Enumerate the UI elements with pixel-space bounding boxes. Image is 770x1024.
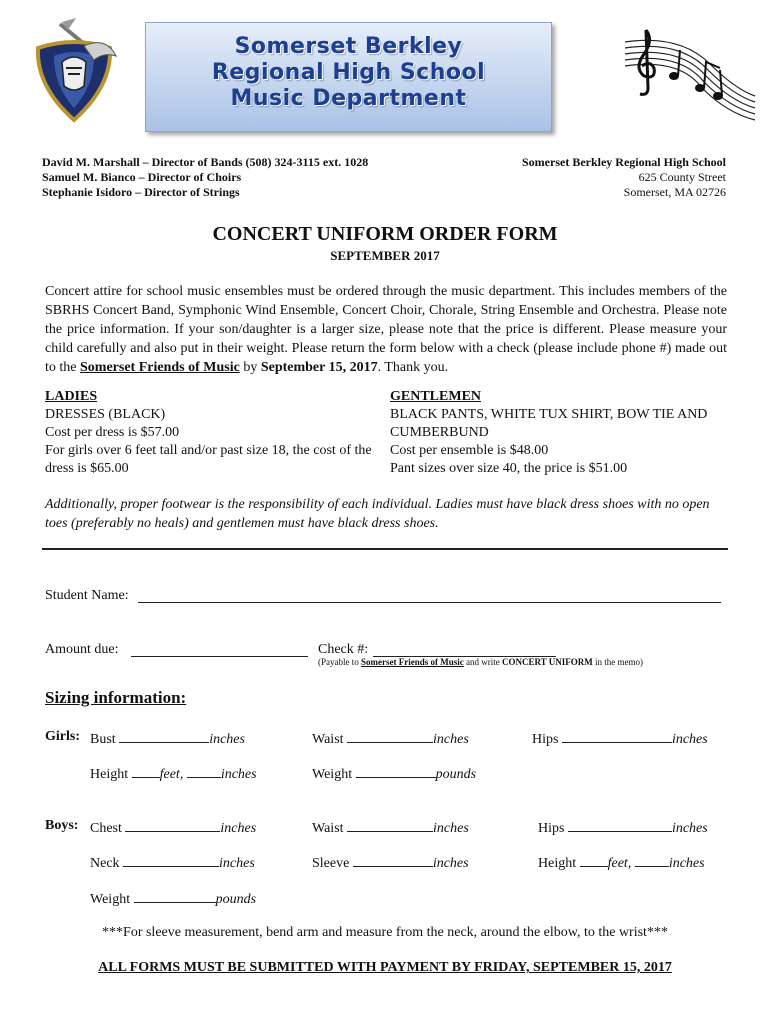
address-line: Somerset, MA 02726 (623, 185, 726, 199)
boys-hips-field (538, 818, 708, 837)
intro-text: Concert attire for school music ensembles must be ordered through the music department. This includes members of the SBRHS Concert Band, Symphonic Wind Ensemble, Concert Choir, Chorale, String Ensemble and Orchestra. Please note the price information. If your son/daughter is a larger size, please note that the price is different. Please measure your child carefully and also put in their weight. Please return the form below with a check (please include phone #) made out to the (45, 284, 727, 375)
unit-feet: feet, (159, 767, 184, 782)
intro-paragraph (45, 282, 727, 377)
hips-label: Hips (532, 732, 559, 747)
payable-pre: (Payable to (318, 657, 361, 667)
student-name-field[interactable] (138, 590, 721, 603)
girls-bust-input[interactable] (119, 729, 209, 743)
boys-waist-field (312, 818, 469, 837)
amount-due-field[interactable] (131, 644, 308, 657)
weight-label: Weight (312, 767, 353, 782)
boys-chest-input[interactable] (125, 818, 220, 832)
section-divider (42, 548, 728, 550)
girls-height-field (90, 764, 257, 783)
girls-waist-input[interactable] (347, 729, 433, 743)
hips-label: Hips (538, 821, 565, 836)
boys-height-feet-input[interactable] (580, 853, 608, 867)
boys-waist-input[interactable] (347, 818, 433, 832)
staff-directory (42, 155, 368, 200)
boys-weight-input[interactable] (134, 889, 216, 903)
boys-sleeve-field (312, 853, 469, 872)
student-name-label: Student Name: (45, 588, 129, 603)
gentlemen-line: Cost per ensemble is $48.00 (390, 443, 549, 458)
ladies-heading: LADIES (45, 389, 98, 404)
boys-weight-field (90, 889, 256, 908)
boys-chest-field (90, 818, 256, 837)
unit-inches: inches (668, 856, 705, 871)
girls-height-feet-input[interactable] (132, 764, 160, 778)
unit-inches: inches (220, 767, 257, 782)
boys-label: Boys: (45, 818, 79, 833)
ladies-line: Cost per dress is $57.00 (45, 425, 180, 440)
boys-sleeve-input[interactable] (353, 853, 433, 867)
unit-feet: feet, (607, 856, 632, 871)
check-number-label: Check #: (318, 642, 369, 657)
payable-mid: and write (463, 657, 502, 667)
sleeve-measurement-note: ***For sleeve measurement, bend arm and measure from the neck, around the elbow, to the wrist*** (102, 925, 668, 940)
gentlemen-section (390, 388, 730, 478)
school-logo-knight-shield (24, 16, 124, 126)
submission-deadline-notice: ALL FORMS MUST BE SUBMITTED WITH PAYMENT BY FRIDAY, SEPTEMBER 15, 2017 (98, 960, 672, 975)
school-address (522, 155, 726, 200)
gentlemen-line: Pant sizes over size 40, the price is $51.00 (390, 461, 628, 476)
unit-inches: inches (432, 856, 469, 871)
sleeve-label: Sleeve (312, 856, 350, 871)
staff-line: Samuel M. Bianco – Director of Choirs (42, 170, 242, 184)
intro-deadline: September 15, 2017 (260, 360, 378, 375)
staff-line: Stephanie Isidoro – Director of Strings (42, 185, 240, 199)
staff-line: David M. Marshall – Director of Bands (508) 324-3115 ext. 1028 (42, 155, 369, 169)
unit-pounds: pounds (435, 767, 477, 782)
ladies-section (45, 388, 385, 478)
intro-end: . Thank you. (377, 360, 449, 375)
neck-label: Neck (90, 856, 120, 871)
waist-label: Waist (312, 821, 344, 836)
form-subtitle: SEPTEMBER 2017 (330, 248, 440, 263)
ladies-line: DRESSES (BLACK) (45, 407, 166, 422)
unit-inches: inches (671, 821, 708, 836)
check-number-field[interactable] (373, 644, 556, 657)
department-banner (145, 22, 552, 132)
girls-weight-input[interactable] (356, 764, 436, 778)
girls-waist-field (312, 729, 469, 748)
payable-payee: Somerset Friends of Music (361, 657, 464, 667)
ladies-line: For girls over 6 feet tall and/or past size 18, the cost of the dress is $65.00 (45, 443, 372, 476)
weight-label: Weight (90, 892, 131, 907)
amount-due-label: Amount due: (45, 642, 119, 657)
music-notes-graphic (620, 24, 760, 134)
unit-pounds: pounds (215, 892, 257, 907)
girls-label: Girls: (45, 729, 80, 744)
girls-bust-field (90, 729, 245, 748)
payable-note (318, 657, 643, 667)
girls-hips-input[interactable] (562, 729, 672, 743)
address-line: Somerset Berkley Regional High School (522, 155, 726, 169)
boys-neck-field (90, 853, 255, 872)
intro-payee: Somerset Friends of Music (80, 360, 240, 375)
unit-inches: inches (433, 821, 469, 836)
boys-hips-input[interactable] (568, 818, 672, 832)
address-line: 625 County Street (638, 170, 726, 184)
height-label: Height (538, 856, 577, 871)
sizing-heading: Sizing information: (45, 688, 187, 707)
girls-weight-field (312, 764, 476, 783)
banner-line-3: Music Department (230, 86, 467, 111)
unit-inches: inches (220, 821, 257, 836)
unit-inches: inches (209, 732, 245, 747)
unit-inches: inches (219, 856, 255, 871)
unit-inches: inches (433, 732, 469, 747)
boys-height-inches-input[interactable] (635, 853, 669, 867)
chest-label: Chest (90, 821, 122, 836)
girls-hips-field (532, 729, 708, 748)
unit-inches: inches (671, 732, 708, 747)
footwear-note: Additionally, proper footwear is the responsibility of each individual. Ladies must have black dress shoes with no open toes (preferably no heals) and gentlemen must have black dress shoes. (45, 497, 710, 531)
payable-post: in the memo) (592, 657, 644, 667)
banner-line-2: Regional High School (211, 60, 486, 85)
waist-label: Waist (312, 732, 344, 747)
intro-by: by (239, 360, 261, 375)
boys-height-field (538, 853, 705, 872)
boys-neck-input[interactable] (123, 853, 219, 867)
girls-height-inches-input[interactable] (187, 764, 221, 778)
form-title: CONCERT UNIFORM ORDER FORM (212, 223, 558, 245)
payable-memo: CONCERT UNIFORM (501, 657, 593, 667)
banner-line-1: Somerset Berkley (234, 34, 463, 59)
gentlemen-line: BLACK PANTS, WHITE TUX SHIRT, BOW TIE AND CUMBERBUND (390, 407, 708, 440)
bust-label: Bust (90, 732, 116, 747)
height-label: Height (90, 767, 129, 782)
gentlemen-heading: GENTLEMEN (390, 389, 482, 404)
